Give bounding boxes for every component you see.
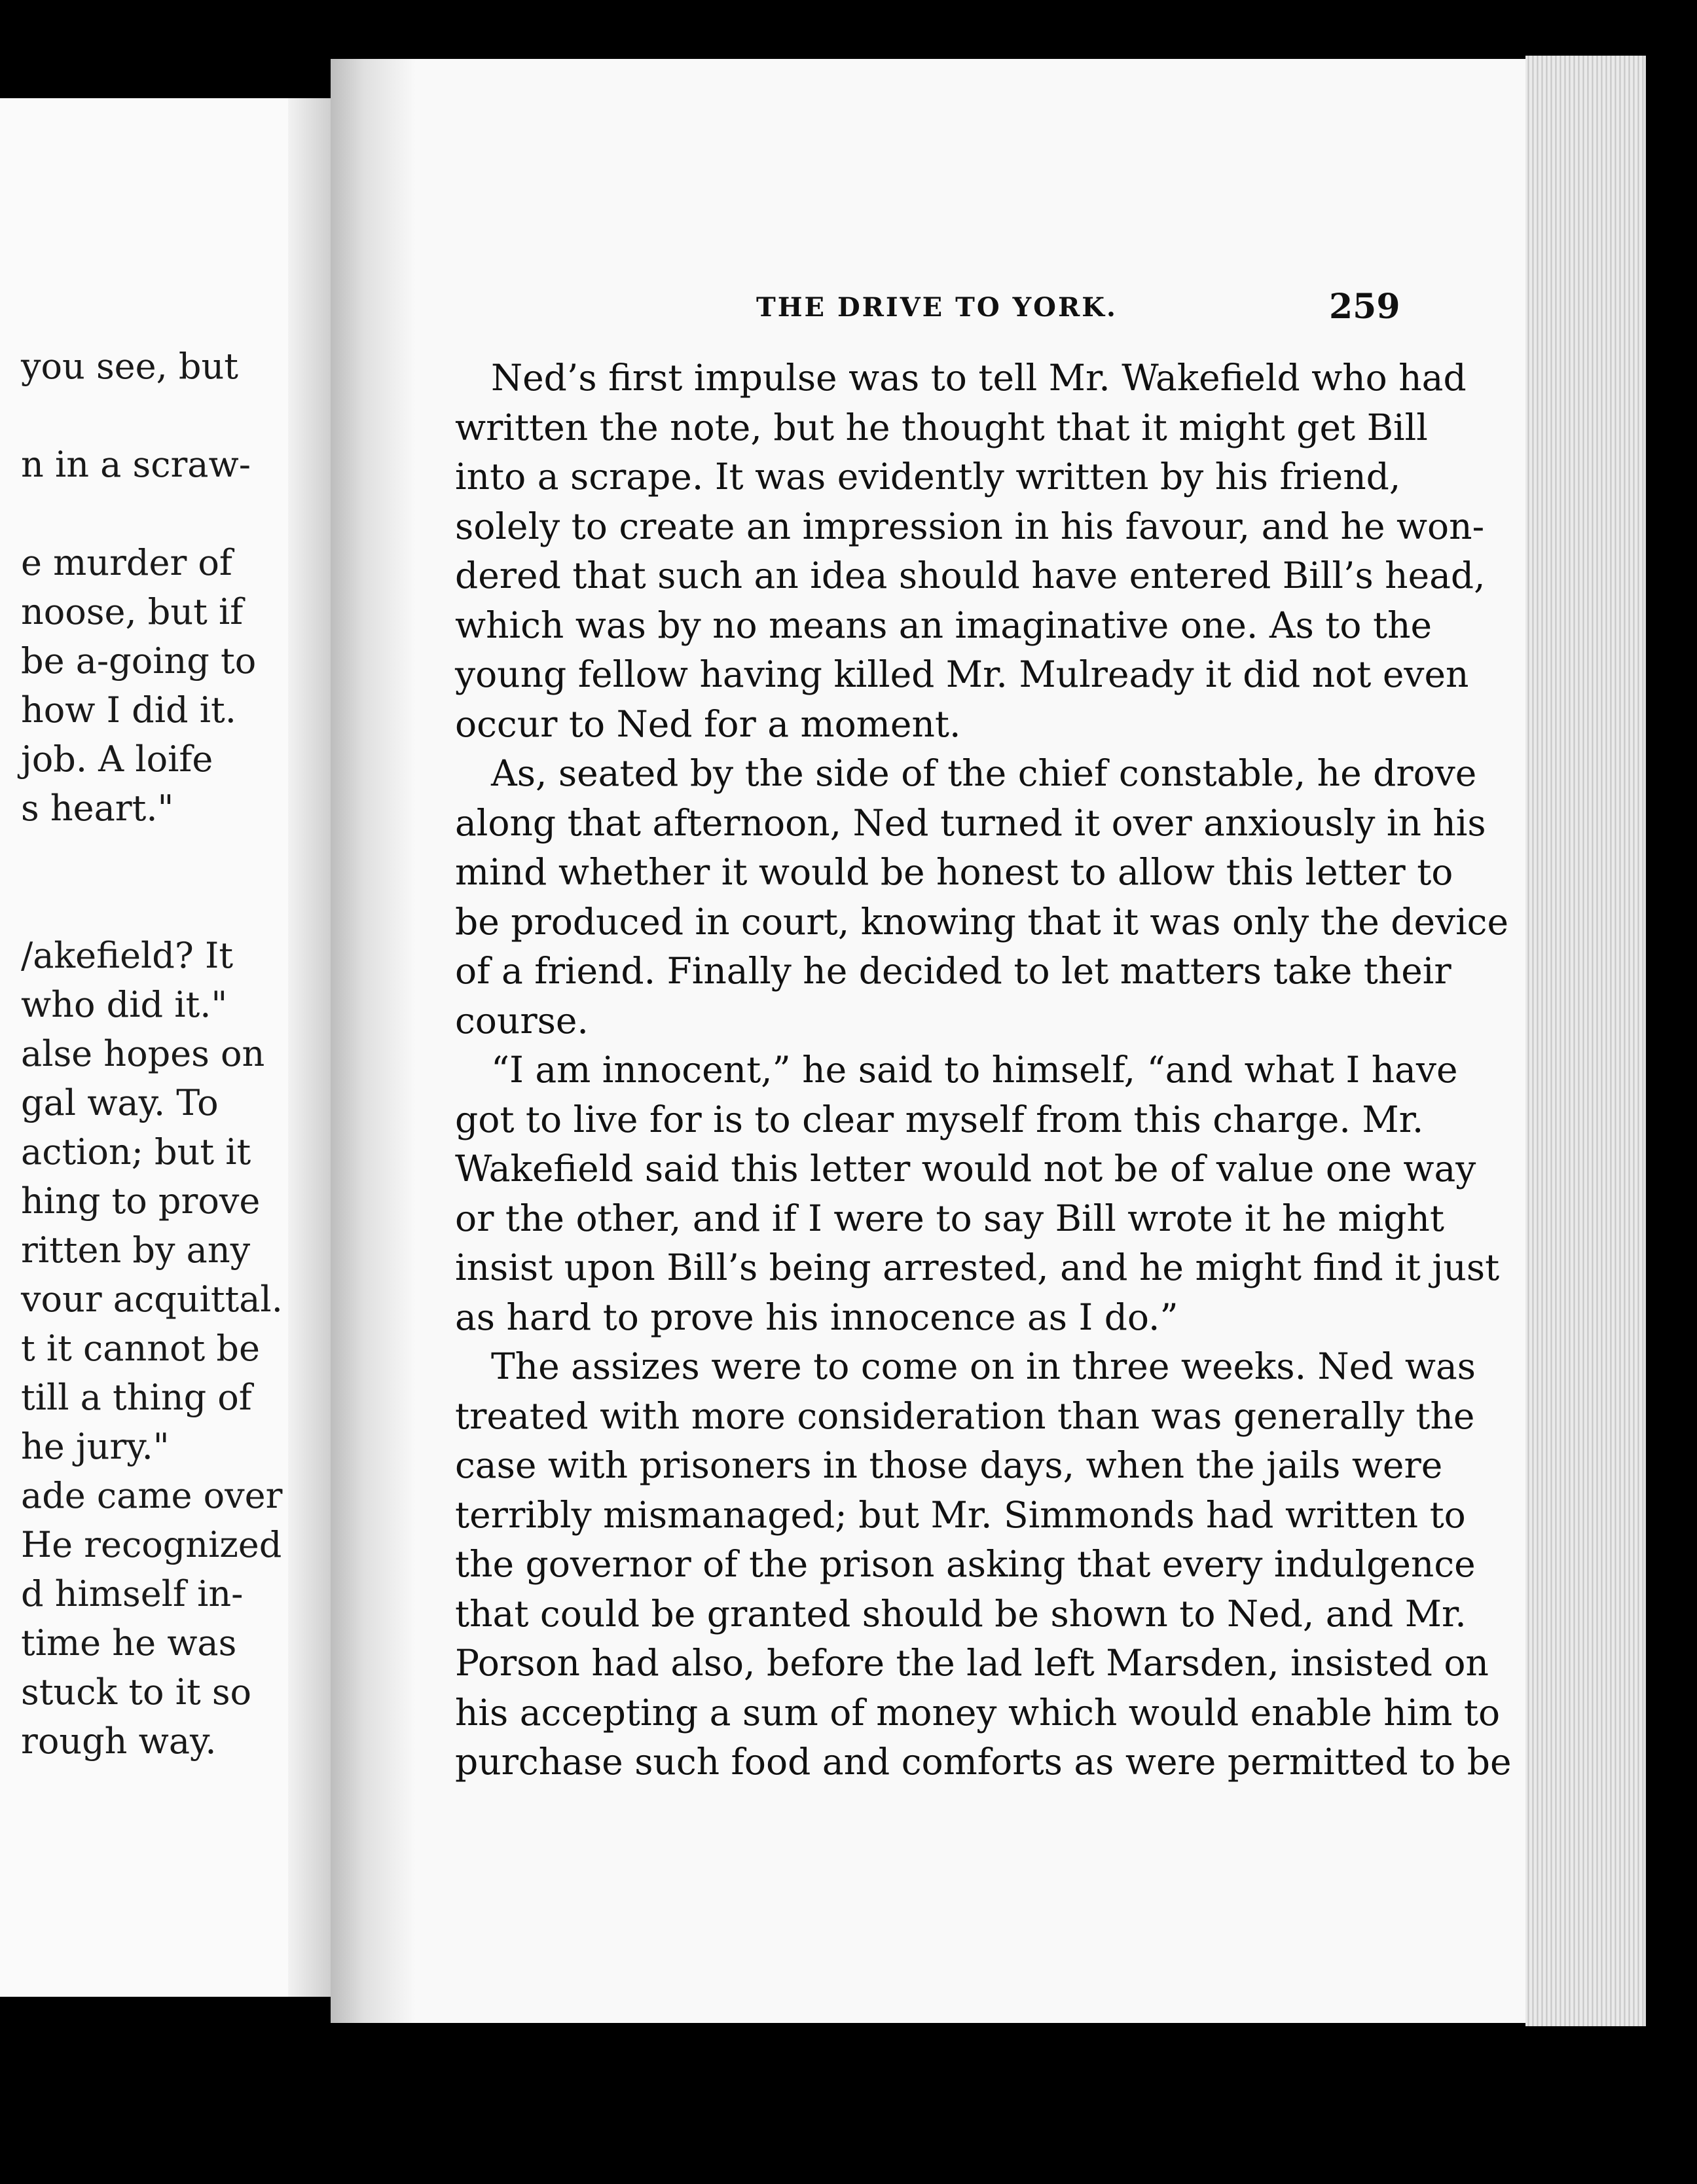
left-page-line: rough way. xyxy=(21,1720,217,1762)
text-line: The assizes were to come on in three weeks. Ned was xyxy=(491,1345,1476,1387)
text-line: treated with more consideration than was generally the xyxy=(455,1394,1475,1437)
text-line: which was by no means an imaginative one. As to the xyxy=(455,604,1432,646)
left-page-line: how I did it. xyxy=(21,689,236,731)
text-line: insist upon Bill’s being arrested, and he might find it just xyxy=(455,1247,1500,1288)
left-page-line: time he was xyxy=(21,1622,237,1664)
text-line: terribly mismanaged; but Mr. Simmonds had written to xyxy=(455,1493,1466,1536)
text-line: dered that such an idea should have entered Bill’s head, xyxy=(455,555,1486,596)
text-line: Wakefield said this letter would not be of value one way xyxy=(455,1148,1476,1190)
text-line: of a friend. Finally he decided to let matters take their xyxy=(455,950,1451,992)
text-line: young fellow having killed Mr. Mulready it did not even xyxy=(455,653,1469,695)
text-line: mind whether it would be honest to allow this letter to xyxy=(455,851,1453,893)
left-page-line: job. A loife xyxy=(21,738,213,780)
left-page-line: ritten by any xyxy=(21,1229,251,1271)
left-page-line: e murder of xyxy=(21,542,232,583)
text-line: case with prisoners in those days, when the jails were xyxy=(455,1444,1443,1486)
text-line: the governor of the prison asking that every indulgence xyxy=(455,1543,1476,1585)
text-line: got to live for is to clear myself from this charge. Mr. xyxy=(455,1098,1424,1140)
left-page-line: /akefield? It xyxy=(21,935,234,976)
left-page-line xyxy=(13,489,321,538)
left-page-line: till a thing of xyxy=(21,1377,252,1418)
left-page-line xyxy=(13,391,321,440)
text-line: his accepting a sum of money which would enable him to xyxy=(455,1691,1501,1734)
page-shadow xyxy=(331,59,416,2023)
text-line: or the other, and if I were to say Bill wrote it he might xyxy=(455,1197,1444,1239)
left-page-line: alse hopes on xyxy=(21,1033,265,1074)
left-page-line: who did it." xyxy=(21,984,228,1025)
left-page xyxy=(0,98,321,1997)
left-page-line: action; but it xyxy=(21,1131,251,1173)
text-line: be produced in court, knowing that it was only the device xyxy=(455,900,1509,943)
left-page-line: s heart." xyxy=(21,788,174,829)
body-text xyxy=(455,354,1512,1787)
left-page-line xyxy=(13,833,321,882)
left-page-line: you see, but xyxy=(21,346,238,387)
text-line: that could be granted should be shown to Ned, and Mr. xyxy=(455,1592,1467,1635)
text-line: into a scrape. It was evidently written by his friend, xyxy=(455,456,1401,498)
text-line: written the note, but he thought that it might get Bill xyxy=(455,406,1428,448)
text-line: purchase such food and comforts as were permitted to be xyxy=(455,1741,1512,1783)
text-line: “I am innocent,” he said to himself, “and what I have xyxy=(491,1049,1458,1091)
text-line: along that afternoon, Ned turned it over anxiously in his xyxy=(455,801,1486,844)
text-line: Porson had also, before the lad left Marsden, insisted on xyxy=(455,1642,1489,1684)
left-page-line: gal way. To xyxy=(21,1082,219,1123)
text-line: as hard to prove his innocence as I do.” xyxy=(455,1296,1178,1338)
left-page-line: stuck to it so xyxy=(21,1671,252,1713)
text-line: course. xyxy=(455,999,589,1042)
left-page-line: n in a scraw- xyxy=(21,444,251,485)
text-line: Ned’s first impulse was to tell Mr. Wakefield who had xyxy=(491,357,1467,399)
left-page-line xyxy=(13,882,321,931)
page-edges xyxy=(1525,56,1646,2026)
page-number: 259 xyxy=(1329,287,1400,327)
left-page-line: he jury." xyxy=(21,1426,170,1467)
left-page-line: d himself in- xyxy=(21,1573,244,1614)
text-line: As, seated by the side of the chief constable, he drove xyxy=(491,752,1477,794)
left-page-line: ade came over xyxy=(21,1475,283,1516)
left-page-line: He recognized xyxy=(21,1524,282,1565)
left-page-line: vour acquittal. xyxy=(21,1279,283,1320)
left-page-line: hing to prove xyxy=(21,1180,261,1222)
running-head: THE DRIVE TO YORK. xyxy=(756,292,1118,323)
left-page-line: t it cannot be xyxy=(21,1328,260,1369)
left-page-line: noose, but if xyxy=(21,591,244,632)
text-line: occur to Ned for a moment. xyxy=(455,702,961,745)
left-page-line: be a-going to xyxy=(21,640,257,682)
text-line: solely to create an impression in his favour, and he won- xyxy=(455,505,1485,547)
left-page-text xyxy=(13,342,321,1766)
